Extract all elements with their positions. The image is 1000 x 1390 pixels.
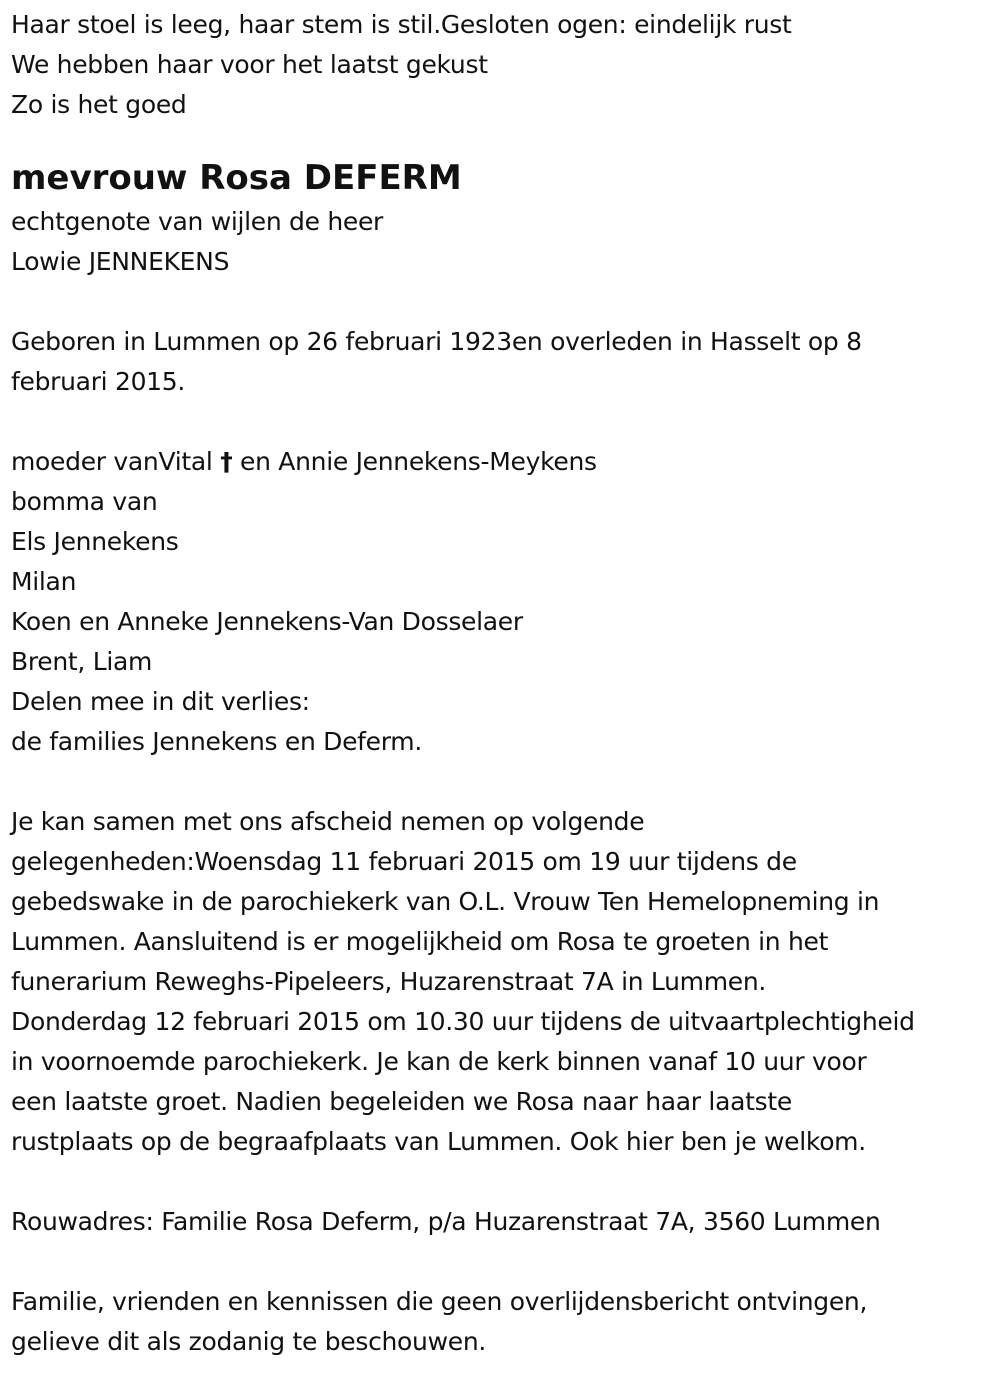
family-line: Milan <box>11 567 77 596</box>
spacer <box>11 282 996 322</box>
spouse-info <box>11 202 996 282</box>
spouse-line: echtgenote van wijlen de heer <box>11 207 384 236</box>
ceremony-line: gebedswake in de parochiekerk van O.L. Vrouw Ten Hemelopneming in <box>11 887 880 916</box>
mother-prefix: moeder vanVital <box>11 447 221 476</box>
closing-line: Familie, vrienden en kennissen die geen overlijdensbericht ontvingen, <box>11 1287 868 1316</box>
poem-line: We hebben haar voor het laatst gekust <box>11 50 488 79</box>
mourning-address: Rouwadres: Familie Rosa Deferm, p/a Huzarenstraat 7A, 3560 Lummen <box>11 1207 881 1236</box>
family-line: Els Jennekens <box>11 527 179 556</box>
mother-suffix: en Annie Jennekens-Meykens <box>232 447 597 476</box>
birth-death-line: februari 2015. <box>11 367 186 396</box>
closing-note <box>11 1282 996 1362</box>
spouse-line: Lowie JENNEKENS <box>11 247 230 276</box>
birth-death-info <box>11 322 996 402</box>
poem-line: Zo is het goed <box>11 90 187 119</box>
family-line: de families Jennekens en Deferm. <box>11 727 422 756</box>
obituary-document <box>11 5 996 1362</box>
mother-of-line <box>11 442 996 482</box>
ceremony-line: Lummen. Aansluitend is er mogelijkheid om Rosa te groeten in het <box>11 927 829 956</box>
ceremony-line: funerarium Reweghs-Pipeleers, Huzarenstraat 7A in Lummen. <box>11 967 767 996</box>
ceremony-line: in voornoemde parochiekerk. Je kan de kerk binnen vanaf 10 uur voor <box>11 1047 867 1076</box>
cross-icon: † <box>220 447 233 476</box>
family-line: Delen mee in dit verlies: <box>11 687 310 716</box>
deceased-name: mevrouw Rosa DEFERM <box>11 158 462 198</box>
poem-line: Haar stoel is leeg, haar stem is stil.Gesloten ogen: eindelijk rust <box>11 10 792 39</box>
birth-death-line: Geboren in Lummen op 26 februari 1923en overleden in Hasselt op 8 <box>11 327 862 356</box>
family-line: Koen en Anneke Jennekens-Van Dosselaer <box>11 607 523 636</box>
ceremony-info <box>11 802 996 1162</box>
family-line: bomma van <box>11 487 158 516</box>
spacer <box>11 1242 996 1282</box>
poem <box>11 5 996 125</box>
family-list <box>11 442 996 762</box>
ceremony-line: Donderdag 12 februari 2015 om 10.30 uur tijdens de uitvaartplechtigheid <box>11 1007 915 1036</box>
spacer <box>11 1162 996 1202</box>
spacer <box>11 762 996 802</box>
closing-line: gelieve dit als zodanig te beschouwen. <box>11 1327 487 1356</box>
spacer <box>11 402 996 442</box>
ceremony-line: Je kan samen met ons afscheid nemen op volgende <box>11 807 645 836</box>
family-line: Brent, Liam <box>11 647 153 676</box>
ceremony-line: een laatste groet. Nadien begeleiden we Rosa naar haar laatste <box>11 1087 792 1116</box>
ceremony-line: gelegenheden:Woensdag 11 februari 2015 om 19 uur tijdens de <box>11 847 797 876</box>
ceremony-line: rustplaats op de begraafplaats van Lummen. Ook hier ben je welkom. <box>11 1127 866 1156</box>
